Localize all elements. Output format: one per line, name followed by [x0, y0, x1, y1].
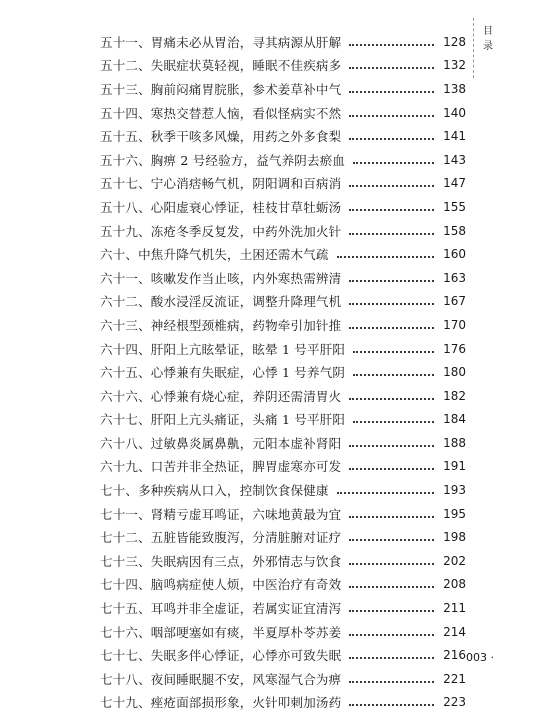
toc-entry-title: 五十三、胸前闷痛胃脘胀，参术姜草补中气: [100, 81, 342, 97]
toc-entry-page: 160: [443, 247, 466, 262]
toc-entry-page: 223: [443, 695, 466, 710]
dot-leader: [349, 315, 434, 329]
toc-entry-page: 158: [443, 223, 466, 238]
dot-leader: [353, 409, 434, 423]
dot-leader: [349, 55, 434, 69]
toc-entry-page: 140: [443, 105, 466, 120]
toc-entry[interactable]: [100, 266, 466, 290]
toc-entry[interactable]: [100, 54, 466, 78]
toc-entry-page: 193: [443, 483, 466, 498]
dot-leader: [349, 527, 434, 541]
toc-entry[interactable]: [100, 573, 466, 597]
toc-entry-page: 167: [443, 294, 466, 309]
dot-leader: [349, 32, 434, 46]
dot-leader: [349, 221, 434, 235]
toc-entry-title: 七十五、耳鸣并非全虚证，若属实证宜清泻: [100, 601, 342, 617]
dot-leader: [349, 386, 434, 400]
toc-entry-title: 七十三、失眠病因有三点，外邪情志与饮食: [100, 553, 342, 569]
toc-entry[interactable]: [100, 643, 466, 667]
toc-entry-page: 188: [443, 435, 466, 450]
toc-entry[interactable]: [100, 408, 466, 432]
toc-entry-page: 211: [443, 601, 466, 616]
toc-entry-page: 191: [443, 459, 466, 474]
toc-entry-title: 六十六、心悸兼有烧心症，养阴还需清胃火: [100, 388, 342, 404]
toc-entry-title: 六十一、咳嗽发作当止咳，内外寒热需辨清: [100, 270, 342, 286]
toc-entry-page: 132: [443, 58, 466, 73]
toc-entry-title: 六十八、过敏鼻炎属鼻鼽，元阳本虚补肾阳: [100, 435, 342, 451]
dot-leader: [349, 574, 434, 588]
toc-entry-title: 六十九、口苦并非全热证，脾胃虚寒亦可发: [100, 459, 342, 475]
dot-leader: [349, 456, 434, 470]
toc-entry-page: 182: [443, 388, 466, 403]
toc-entry[interactable]: [100, 337, 466, 361]
toc-entry-page: 180: [443, 365, 466, 380]
toc-entry-title: 七十、多种疾病从口入，控制饮食保健康: [100, 483, 329, 499]
dot-leader: [349, 126, 434, 140]
dot-leader: [349, 622, 434, 636]
side-label: 目录: [483, 26, 493, 52]
toc-entry-title: 六十三、神经根型颈椎病，药物牵引加针推: [100, 317, 342, 333]
toc-entry-title: 七十一、肾精亏虚耳鸣证，六味地黄最为宜: [100, 506, 342, 522]
toc-entry-page: 216: [443, 648, 466, 663]
toc-entry[interactable]: [100, 384, 466, 408]
toc-entry-title: 七十二、五脏皆能致腹泻，分清脏腑对证疗: [100, 530, 342, 546]
toc-entry-title: 六十二、酸水浸淫反流证，调整升降理气机: [100, 294, 342, 310]
dot-leader: [349, 79, 434, 93]
toc-entry[interactable]: [100, 596, 466, 620]
toc-entry[interactable]: [100, 549, 466, 573]
toc-entry[interactable]: [100, 360, 466, 384]
toc-entry-page: 184: [443, 412, 466, 427]
dot-leader: [349, 504, 434, 518]
toc-entry[interactable]: [100, 242, 466, 266]
dot-leader: [349, 291, 434, 305]
side-tab: [473, 18, 498, 78]
toc-entry-page: 141: [443, 129, 466, 144]
toc-entry[interactable]: [100, 101, 466, 125]
toc-entry-title: 七十七、失眠多伴心悸证，心悸亦可致失眠: [100, 648, 342, 664]
toc-entry-title: 六十五、心悸兼有失眠症，心悸 1 号养气阴: [100, 365, 346, 381]
toc-entry-page: 214: [443, 624, 466, 639]
dot-leader: [349, 173, 434, 187]
toc-entry-title: 五十七、宁心消痞畅气机，阴阳调和百病消: [100, 176, 342, 192]
toc-entry-page: 221: [443, 671, 466, 686]
toc-entry-page: 143: [443, 152, 466, 167]
toc-entry-title: 七十九、痤疮面部损形象，火针叩刺加汤药: [100, 695, 342, 711]
toc-entry-title: 五十五、秋季干咳多风燥，用药之外多食梨: [100, 129, 342, 145]
dot-leader: [353, 150, 434, 164]
toc-entry[interactable]: [100, 691, 466, 714]
toc-entry-page: 202: [443, 553, 466, 568]
toc-entry-page: 138: [443, 81, 466, 96]
toc-entry[interactable]: [100, 502, 466, 526]
toc-entry-page: 163: [443, 270, 466, 285]
toc-entry[interactable]: [100, 172, 466, 196]
dot-leader: [349, 103, 434, 117]
toc-entry-title: 五十二、失眠症状莫轻视，睡眠不佳疾病多: [100, 58, 342, 74]
page-number-footer: · 003 ·: [459, 651, 494, 664]
toc-entry-title: 七十八、夜间睡眠腿不安，风寒湿气合为痹: [100, 671, 342, 687]
toc-entry[interactable]: [100, 620, 466, 644]
dot-leader: [349, 692, 434, 706]
toc-entry[interactable]: [100, 525, 466, 549]
toc-entry-page: 147: [443, 176, 466, 191]
dot-leader: [337, 480, 434, 494]
dot-leader: [349, 551, 434, 565]
toc-entry-page: 128: [443, 34, 466, 49]
dot-leader: [349, 598, 434, 612]
toc-entry[interactable]: [100, 77, 466, 101]
toc-entry-title: 六十、中焦升降气机失，土困还需木气疏: [100, 247, 329, 263]
toc-entry[interactable]: [100, 455, 466, 479]
toc-entry-title: 五十八、心阳虚衰心悸证，桂枝甘草牡蛎汤: [100, 199, 342, 215]
dot-leader: [337, 244, 434, 258]
toc-entry-title: 五十九、冻疮冬季反复发，中药外洗加火针: [100, 223, 342, 239]
toc-entry[interactable]: [100, 219, 466, 243]
toc-entry[interactable]: [100, 30, 466, 54]
toc-entry-title: 五十六、胸痹 2 号经验方，益气养阴去瘀血: [100, 152, 346, 168]
dot-leader: [349, 645, 434, 659]
toc-entry-title: 五十四、寒热交替惹人恼，看似怪病实不然: [100, 105, 342, 121]
dot-leader: [353, 339, 434, 353]
dot-leader: [349, 669, 434, 683]
toc-entry[interactable]: [100, 290, 466, 314]
toc-entry[interactable]: [100, 478, 466, 502]
toc-entry[interactable]: [100, 124, 466, 148]
dot-leader: [353, 362, 434, 376]
table-of-contents: [100, 30, 466, 714]
toc-entry-page: 198: [443, 530, 466, 545]
toc-entry-page: 170: [443, 317, 466, 332]
toc-entry[interactable]: [100, 148, 466, 172]
dot-leader: [349, 433, 434, 447]
toc-entry-title: 七十四、脑鸣病症使人烦，中医治疗有奇效: [100, 577, 342, 593]
toc-entry[interactable]: [100, 667, 466, 691]
toc-entry-title: 五十一、胃痛未必从胃治，寻其病源从肝解: [100, 34, 342, 50]
toc-entry-page: 195: [443, 506, 466, 521]
toc-entry-page: 208: [443, 577, 466, 592]
toc-entry[interactable]: [100, 313, 466, 337]
toc-entry-page: 155: [443, 199, 466, 214]
toc-entry[interactable]: [100, 431, 466, 455]
toc-entry-page: 176: [443, 341, 466, 356]
toc-entry[interactable]: [100, 195, 466, 219]
toc-entry-title: 六十四、肝阳上亢眩晕证，眩晕 1 号平肝阳: [100, 341, 346, 357]
dot-leader: [349, 268, 434, 282]
dot-leader: [349, 197, 434, 211]
toc-entry-title: 七十六、咽部哽塞如有痰，半夏厚朴苓苏姜: [100, 624, 342, 640]
toc-entry-title: 六十七、肝阳上亢头痛证，头痛 1 号平肝阳: [100, 412, 346, 428]
